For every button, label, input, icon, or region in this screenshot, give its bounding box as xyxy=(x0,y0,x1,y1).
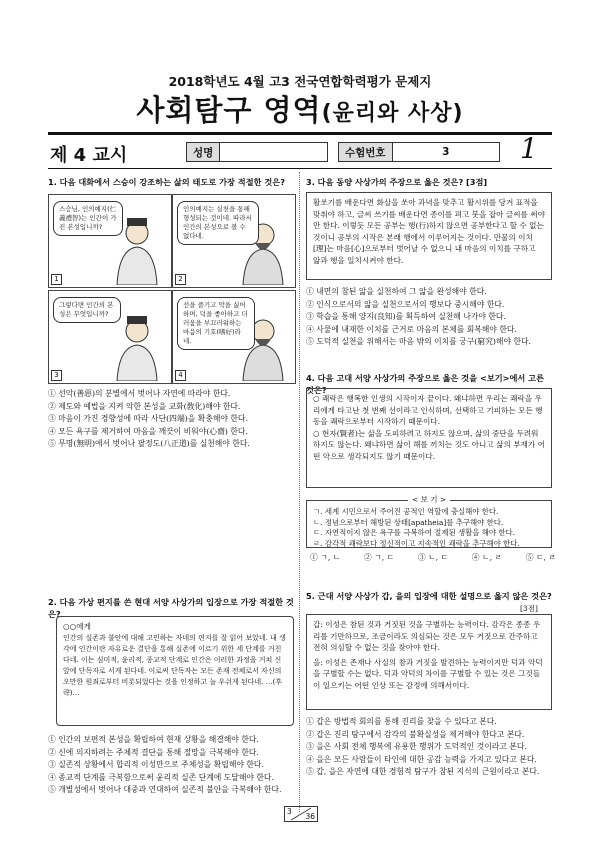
letter-salutation: ○○에게 xyxy=(63,622,91,631)
option-2[interactable]: ② 신에 의지하려는 주체적 결단을 통해 절망을 극복해야 한다. xyxy=(48,747,259,757)
option-4[interactable]: ④ 을은 모든 사람들이 타인에 대한 공감 능력을 가지고 있다고 본다. xyxy=(306,754,537,764)
thinker-gap: 갑: 이성은 참된 것과 거짓된 것을 구별하는 능력이다. 감각은 종종 우리를 기만하므로, 조금이라도 의심되는 것은 모두 거짓으로 간주하고 전혀 의심할 수 없는 것을 찾아야 한다. xyxy=(313,620,541,653)
option-4[interactable]: ④ ㄴ, ㄹ xyxy=(471,553,503,562)
q3-stem: 3. 다음 동양 사상가의 주장으로 옳은 것은? [3점] xyxy=(306,177,488,187)
option-2[interactable]: ② 갑은 진리 탐구에서 감각의 불확실성을 제거해야 한다고 본다. xyxy=(306,729,525,739)
scholar-figure xyxy=(109,313,165,381)
page-number: 1 xyxy=(520,132,538,165)
q4-stem: 4. 다음 고대 서양 사상가의 주장으로 옳은 것을 <보기>에서 고른 것은? xyxy=(306,373,545,395)
name-label: 성명 xyxy=(187,143,220,161)
option-5[interactable]: ⑤ 개별성에서 벗어나 대중과 연대하여 실존적 불안을 극복해야 한다. xyxy=(48,785,282,794)
q3-options xyxy=(306,286,556,349)
bogi-b: ㄴ. 정념으로부터 해방된 상태[apatheia]를 추구해야 한다. xyxy=(313,517,504,527)
q2-options xyxy=(48,734,298,797)
exam-number-field xyxy=(338,142,500,162)
option-4[interactable]: ④ 모든 욕구를 제거하여 마음을 깨끗이 비워야(心齋) 한다. xyxy=(48,426,248,436)
q1-bubble-1: 스승님, 인의예지(仁義禮智)는 인간이 가진 본성입니까? xyxy=(53,201,123,236)
page-current: 3 xyxy=(287,807,292,816)
option-1[interactable]: ① ㄱ, ㄴ xyxy=(310,553,341,562)
option-1[interactable]: ① 선악(善惡)의 분별에서 벗어나 자연에 따라야 한다. xyxy=(48,389,231,398)
header-bottom-rule xyxy=(48,168,552,169)
title-suffix: (윤리와 사상) xyxy=(321,101,464,126)
exam-number-label: 수험번호 xyxy=(339,143,393,161)
q1-options xyxy=(48,388,298,451)
name-field xyxy=(186,142,328,162)
panel-number: 3 xyxy=(51,370,62,381)
thinker-eul: 을: 이성은 존재나 사실의 참과 거짓을 발견하는 능력이지만 덕과 악덕을 구별할 수는 없다. 덕과 악덕의 차이를 구별할 수 있는 것은 그것들이 일으키는 어떤 인상 또는 감정에 의해서이다. xyxy=(313,657,543,690)
option-3[interactable]: ③ 마음이 가진 경향성에 따라 사단(四端)을 확충해야 한다. xyxy=(48,414,248,423)
q5-points: [3점] xyxy=(520,604,538,613)
option-2[interactable]: ② 제도와 예법을 지켜 악한 본성을 교화(敎化)해야 한다. xyxy=(48,401,241,411)
q4-passage: ○ 쾌락은 행복한 인생의 시작이자 끝이다. 왜냐하면 우리는 쾌락을 우리에게 타고난 첫 번째 선이라고 인식하며, 선택하고 기피하는 모든 행동을 쾌락으로부터 시작하기 때문이다. ○ 현자(賢者)는 삶을 도피하려고 하지도 않으며, 삶의 중단을 두려워하지도 않는다. 왜냐하면 삶이 해를 끼치는 것도 아니고 삶의 부재가 어떤 악으로 생각되지도 않기 때문이다. xyxy=(306,388,552,488)
page-total: 36 xyxy=(305,812,315,821)
title-main: 사회탐구 영역 xyxy=(136,93,322,127)
panel-number: 4 xyxy=(175,370,186,381)
option-5[interactable]: ⑤ 무명(無明)에서 벗어나 팔정도(八正道)를 실천해야 한다. xyxy=(48,439,250,448)
q2-letter xyxy=(56,616,294,726)
exam-title xyxy=(0,88,600,129)
q3-passage: 활쏘기를 배운다면 화살을 쏘아 과녁을 맞추고 활시위를 당겨 표적을 맞춰야 하고, 글씨 쓰기를 배운다면 종이를 펴고 붓을 잡아 글씨를 써야만 한다. 이렇듯 모든 공부는 행(行)하지 않으면 공부한다고 할 수 없는 것이니 공부의 시작은 본래 행에서 이루어지는 것이다. 만물의 이치[理]는 마음[心]으로부터 벗어날 수 없으니 내 마음의 이치를 구하고 앎과 행을 일치시켜야 한다. xyxy=(306,192,552,280)
bogi-a: ㄱ. 세계 시민으로서 주어진 공적인 역할에 충실해야 한다. xyxy=(313,507,499,516)
q1-stem: 1. 다음 대화에서 스승이 강조하는 삶의 태도로 가장 적절한 것은? xyxy=(48,177,285,187)
panel-number: 2 xyxy=(175,274,186,285)
q1-panel-2 xyxy=(172,194,296,288)
q4-bogi-box xyxy=(306,500,552,548)
q4-options xyxy=(310,552,556,564)
q1-bubble-4: 선을 즐기고 악을 싫어하며, 덕을 좋아하고 더러움을 부끄러워하는 마음의 기호(嗜好)라네. xyxy=(177,297,255,350)
exam-number-value: 3 xyxy=(442,146,450,158)
option-5[interactable]: ⑤ ㄷ, ㄹ xyxy=(525,553,556,562)
q1-bubble-3: 그렇다면 인간의 본성은 무엇입니까? xyxy=(53,297,121,323)
option-3[interactable]: ③ 을은 사회 전체 행복에 유용한 행위가 도덕적인 것이라고 본다. xyxy=(306,742,527,751)
letter-body: 인간의 실존과 불안에 대해 고민하는 자네의 편지를 잘 읽어 보았네. 내 생각에 인간이란 자유로운 결단을 통해 실존에 이르기 위한 세 단계를 거친다네. 이는 심미적, 윤리적, 종교적 단계로 인간은 이러한 과정을 거쳐 신 앞에 단독자로 서게 된다네. 이로써 단독자는 모든 존재 전체로서 자신의 오만한 원죄로부터 비롯되었다는 것을 인정하고 늘 우쉬게 된다네. …(후략)… xyxy=(63,633,286,697)
option-2[interactable]: ② 인식으로서의 앎을 실천으로서의 행보다 중시해야 한다. xyxy=(306,299,505,309)
q1-bubble-2: 인의예지는 실천을 통해 형성되는 것이네. 따라서 인간의 본성으로 볼 수 없다네. xyxy=(177,201,259,245)
q1-panel-3 xyxy=(48,290,172,384)
q1-panel-4 xyxy=(172,290,296,384)
q2-stem: 2. 다음 가상 편지를 쓴 현대 서양 사상가의 입장으로 가장 적절한 것은? xyxy=(48,597,294,619)
q5-options xyxy=(306,716,556,779)
column-divider xyxy=(299,172,300,812)
q1-panel-1 xyxy=(48,194,172,288)
option-3[interactable]: ③ 학습을 통해 양지(良知)를 획득하여 실천해 나가야 한다. xyxy=(306,312,506,321)
header-rule xyxy=(48,132,552,135)
bogi-d: ㄹ. 감각적 쾌락보다 정신적이고 지속적인 쾌락을 추구해야 한다. xyxy=(313,538,520,548)
option-3[interactable]: ③ ㄴ, ㄷ xyxy=(417,553,449,562)
bogi-title: < 보 기 > xyxy=(408,494,450,505)
page-counter xyxy=(284,806,318,822)
option-2[interactable]: ② ㄱ, ㄷ xyxy=(363,553,395,562)
exam-subtitle: 2018학년도 4월 고3 전국연합학력평가 문제지 xyxy=(168,74,432,89)
option-1[interactable]: ① 내면의 참된 앎을 실천하여 그 앎을 완성해야 한다. xyxy=(306,287,487,296)
option-4[interactable]: ④ 종교적 단계를 극복함으로써 윤리적 실존 단계에 도달해야 한다. xyxy=(48,772,274,782)
option-1[interactable]: ① 인간의 보편적 본성을 확립하여 현재 상황을 해결해야 한다. xyxy=(48,735,259,744)
q5-stem: 5. 근대 서양 사상가 갑, 을의 입장에 대한 설명으로 옳지 않은 것은? xyxy=(306,591,552,601)
panel-number: 1 xyxy=(51,274,62,285)
period-label: 제 4 교시 xyxy=(50,145,128,166)
option-5[interactable]: ⑤ 도덕적 실천을 위해서는 마음 밖의 이치를 궁구(窮究)해야 한다. xyxy=(306,337,532,346)
option-5[interactable]: ⑤ 갑, 을은 자연에 대한 경험적 탐구가 참된 지식의 근원이라고 본다. xyxy=(306,767,540,776)
option-3[interactable]: ③ 실존적 상황에서 합리적 이성만으로 주체성을 확립해야 한다. xyxy=(48,760,264,769)
bogi-c: ㄷ. 자연적이지 않은 욕구를 극복하여 절제된 생활을 해야 한다. xyxy=(313,528,515,537)
option-4[interactable]: ④ 사물에 내재한 이치를 근거로 마음의 본체를 회복해야 한다. xyxy=(306,324,517,334)
option-1[interactable]: ① 갑은 방법적 회의를 통해 진리를 찾을 수 있다고 본다. xyxy=(306,717,497,726)
q5-passage xyxy=(306,614,552,710)
